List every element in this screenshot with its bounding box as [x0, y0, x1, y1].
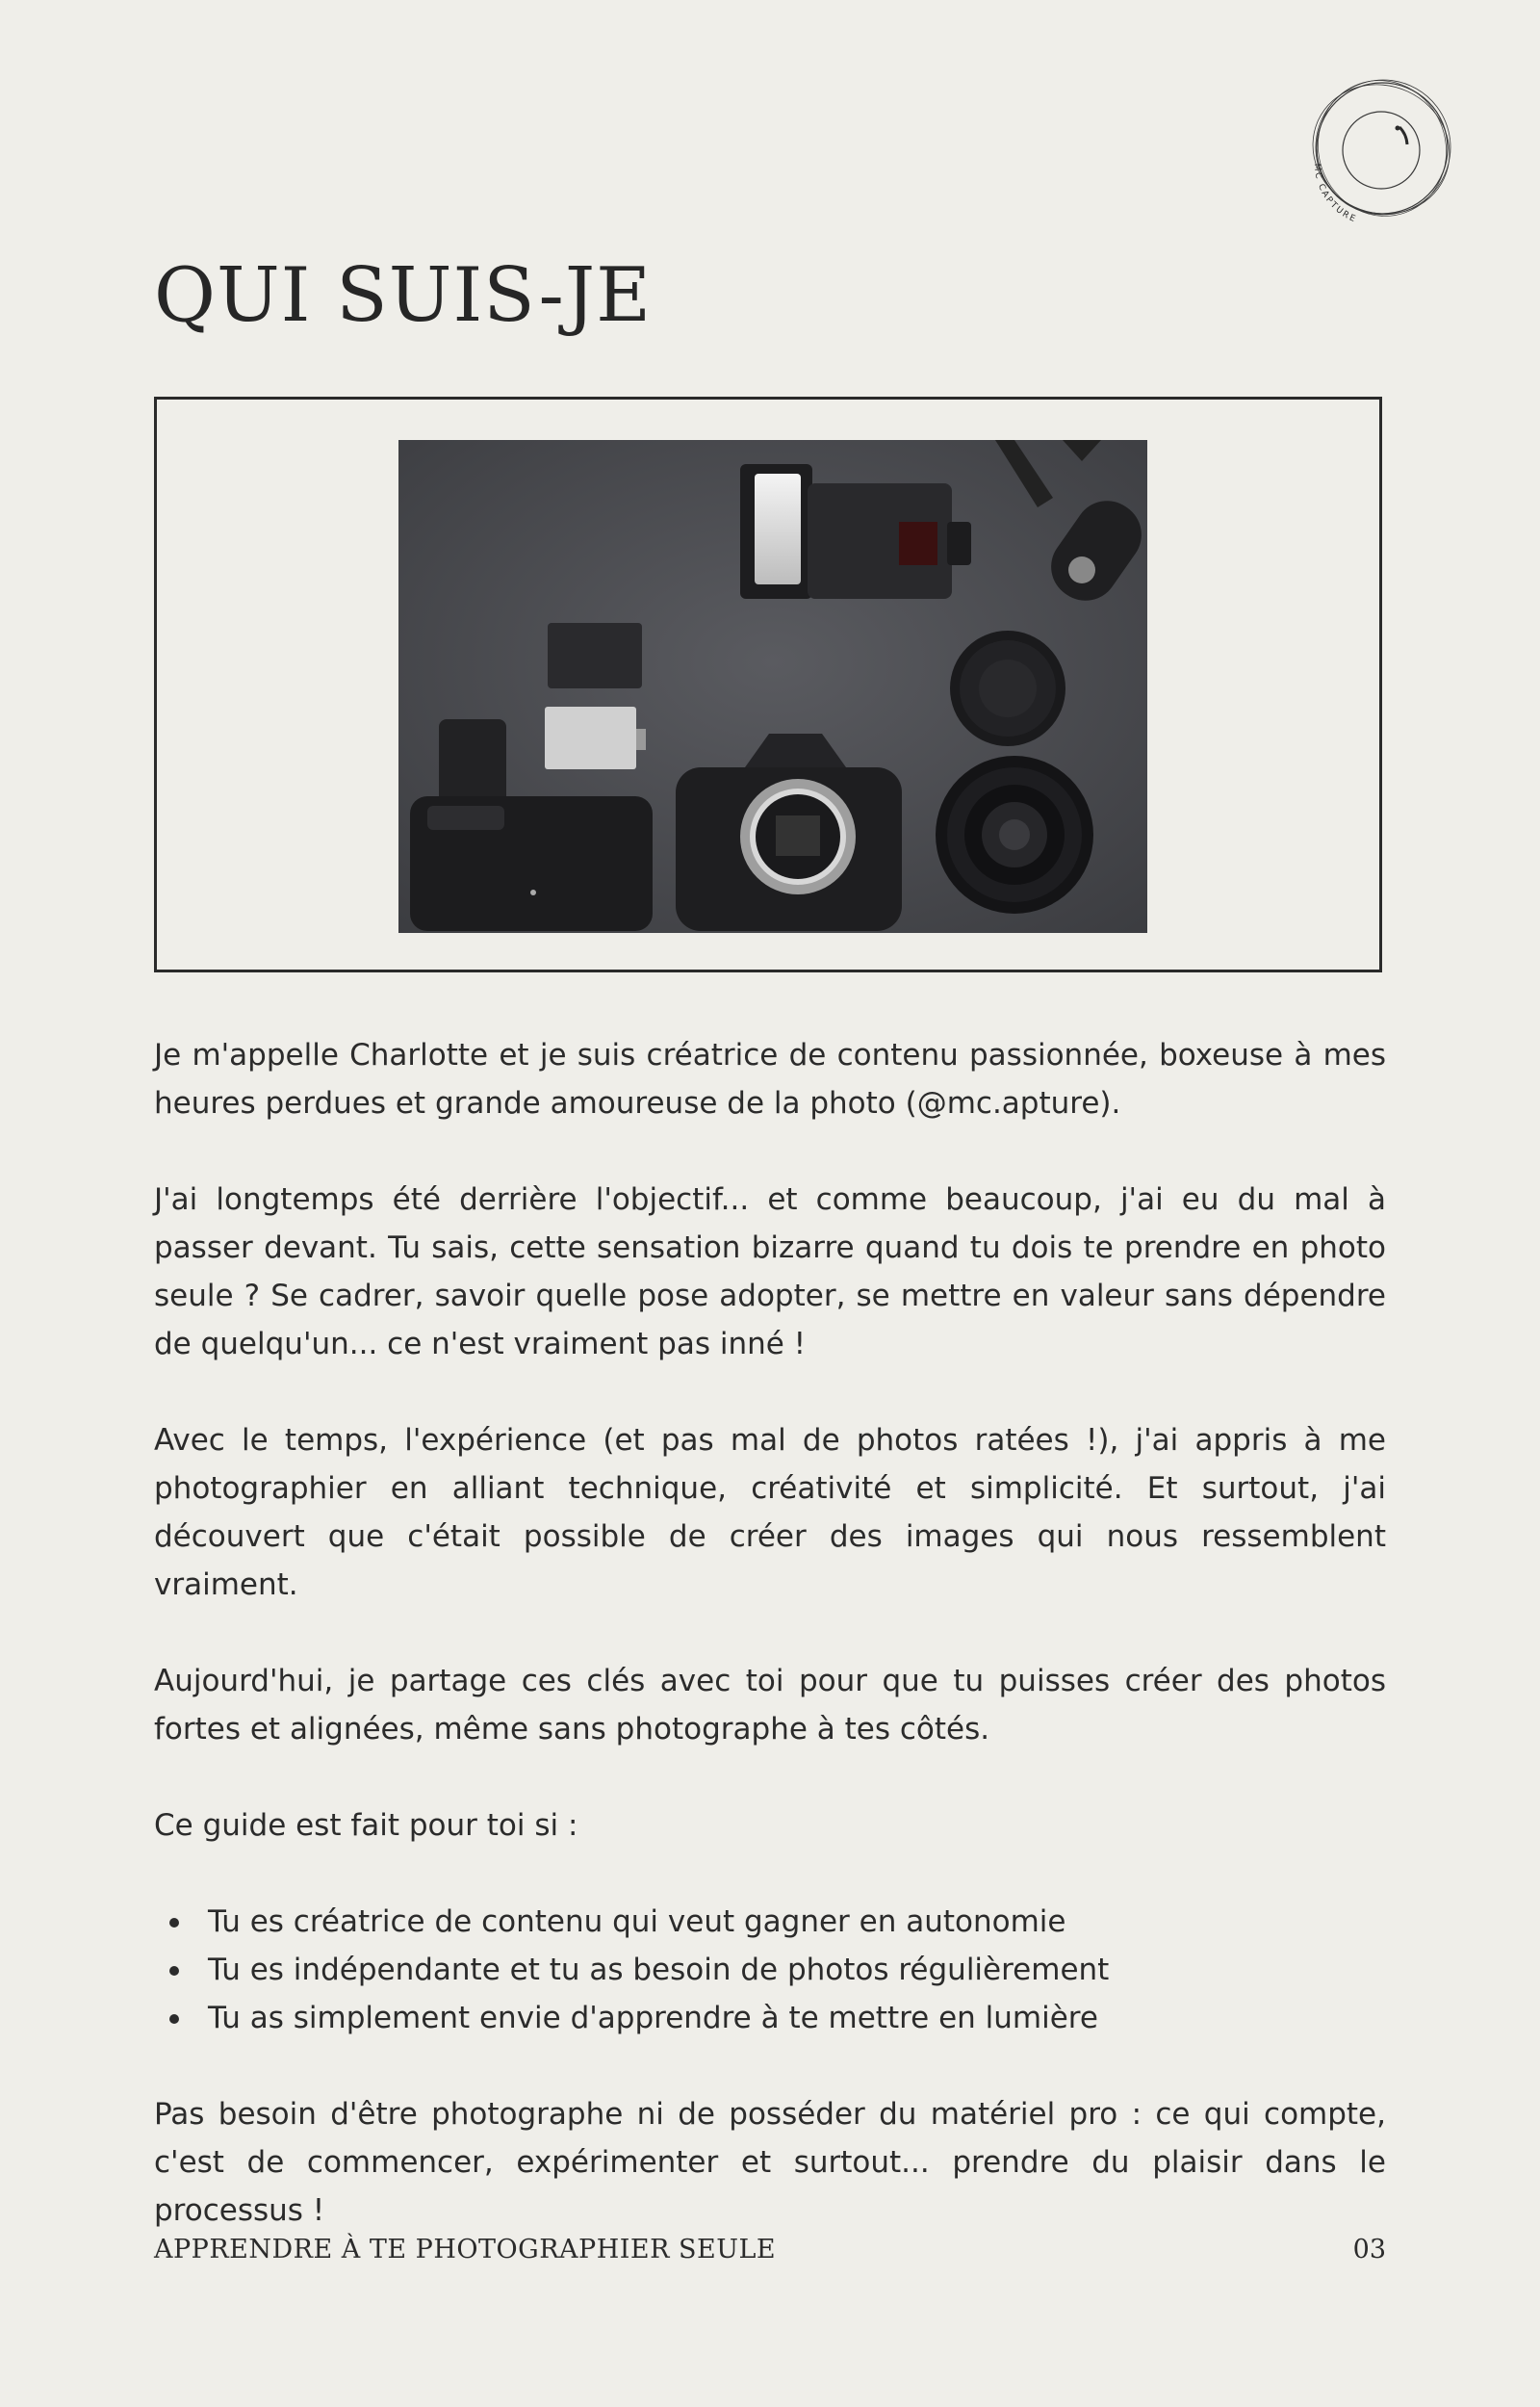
- camera-gear-photo: [398, 440, 1147, 933]
- list-item-text: Tu as simplement envie d'apprendre à te mettre en lumière: [208, 2001, 1098, 2035]
- intro-paragraph: Je m'appelle Charlotte et je suis créatrice de contenu passionnée, boxeuse à mes heures perdues et grande amoureuse de la photo (@mc.apture).: [154, 1038, 1386, 1121]
- brand-logo: [1290, 67, 1463, 241]
- story-paragraph: J'ai longtemps été derrière l'objectif... et comme beaucoup, j'ai eu du mal à passer devant. Tu sais, cette sensation bizarre quand tu dois te prendre en photo seule ? Se cadrer, savoir quelle pose adopter, se mettre en valeur sans dépendre de quelqu'un... ce n'est vraiment pas inné !: [154, 1182, 1386, 1361]
- list-item-text: Tu es indépendante et tu as besoin de photos régulièrement: [208, 1953, 1110, 1987]
- footer-title: APPRENDRE À TE PHOTOGRAPHIER SEULE: [154, 2235, 777, 2265]
- logo-icon: [1290, 67, 1463, 241]
- closing-paragraph: Pas besoin d'être photographe ni de posséder du matériel pro : ce qui compte, c'est de commencer, expérimenter et surtout... prendre du plaisir dans le processus !: [154, 2097, 1386, 2228]
- list-item-text: Tu es créatrice de contenu qui veut gagner en autonomie: [208, 1904, 1066, 1939]
- bullet-icon: [169, 2014, 179, 2024]
- guide-intro-paragraph: Ce guide est fait pour toi si :: [154, 1808, 578, 1843]
- body-text: [154, 1031, 1386, 2283]
- page-number: 03: [1352, 2235, 1386, 2265]
- list-item: [154, 1994, 1386, 2042]
- bullet-icon: [169, 1918, 179, 1928]
- audience-list: [154, 1898, 1386, 2042]
- today-paragraph: Aujourd'hui, je partage ces clés avec toi pour que tu puisses créer des photos fortes et alignées, même sans photographe à tes côtés.: [154, 1664, 1386, 1747]
- list-item: [154, 1946, 1386, 1994]
- bullet-icon: [169, 1966, 179, 1976]
- page-title: QUI SUIS-JE: [154, 252, 653, 339]
- experience-paragraph: Avec le temps, l'expérience (et pas mal de photos ratées !), j'ai appris à me photographier en alliant technique, créativité et simplicité. Et surtout, j'ai découvert que c'était possible de créer des images qui nous ressemblent vraiment.: [154, 1423, 1386, 1602]
- list-item: [154, 1898, 1386, 1946]
- logo-text: MC CAPTURE: [1311, 163, 1359, 225]
- photo-frame: [154, 397, 1382, 972]
